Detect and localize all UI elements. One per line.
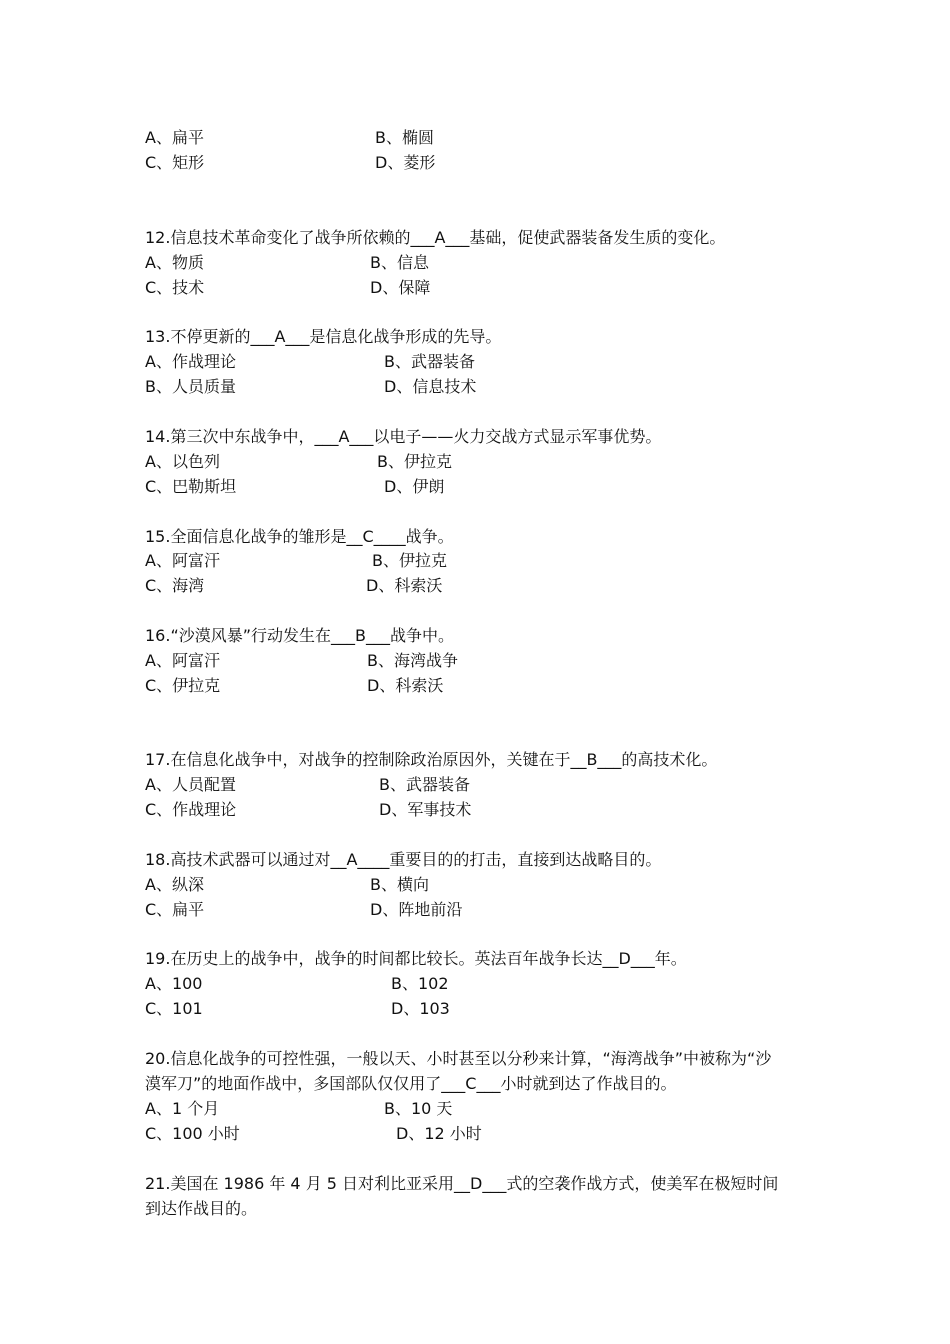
option-d: D、保障: [370, 278, 431, 297]
option-b: B、伊拉克: [372, 551, 447, 570]
option-d: D、军事技术: [379, 800, 472, 819]
question-text-continued: 到达作战目的。: [145, 1199, 258, 1218]
question-text: 17.在信息化战争中，对战争的控制除政治原因外，关键在于__B___的高技术化。: [145, 750, 718, 769]
option-b: B、横向: [370, 875, 429, 894]
option-a: A、扁平: [145, 128, 204, 147]
option-b: B、椭圆: [375, 128, 434, 147]
option-b: B、海湾战争: [367, 651, 458, 670]
option-c: C、作战理论: [145, 800, 237, 819]
option-c: C、矩形: [145, 153, 205, 172]
question-text: 20.信息化战争的可控性强，一般以天、小时甚至以分秒来计算，“海湾战争”中被称为“沙: [145, 1049, 772, 1068]
option-a: A、纵深: [145, 875, 204, 894]
option-d: D、菱形: [375, 153, 436, 172]
option-c: C、技术: [145, 278, 205, 297]
option-a: A、100: [145, 974, 203, 993]
question-text: 14.第三次中东战争中，___A___以电子——火力交战方式显示军事优势。: [145, 427, 662, 446]
option-a: A、作战理论: [145, 352, 236, 371]
option-b: B、102: [391, 974, 449, 993]
option-d: D、阵地前沿: [370, 900, 463, 919]
option-b: B、信息: [370, 253, 429, 272]
option-d: D、伊朗: [384, 477, 445, 496]
question-text: 18.高技术武器可以通过对__A____重要目的的打击，直接到达战略目的。: [145, 850, 662, 869]
question-text: 13.不停更新的___A___是信息化战争形成的先导。: [145, 327, 502, 346]
option-a: A、人员配置: [145, 775, 236, 794]
option-a: A、1 个月: [145, 1099, 220, 1118]
option-a: A、物质: [145, 253, 204, 272]
option-b: B、武器装备: [384, 352, 475, 371]
question-text: 15.全面信息化战争的雏形是__C____战争。: [145, 527, 454, 546]
option-d: D、信息技术: [384, 377, 477, 396]
question-text: 21.美国在 1986 年 4 月 5 日对利比亚采用__D___式的空袭作战方式，使美军在极短时间: [145, 1174, 779, 1193]
option-d: D、103: [391, 999, 450, 1018]
option-c: C、101: [145, 999, 203, 1018]
option-a: A、阿富汗: [145, 551, 220, 570]
option-c: C、巴勒斯坦: [145, 477, 237, 496]
question-text-continued: 漠军刀”的地面作战中，多国部队仅仅用了___C___小时就到达了作战目的。: [145, 1074, 677, 1093]
option-c: C、伊拉克: [145, 676, 221, 695]
option-d: D、科索沃: [367, 676, 444, 695]
question-text: 19.在历史上的战争中，战争的时间都比较长。英法百年战争长达__D___年。: [145, 949, 687, 968]
option-a: A、阿富汗: [145, 651, 220, 670]
option-c: C、海湾: [145, 576, 205, 595]
option-c: C、100 小时: [145, 1124, 240, 1143]
option-d: D、12 小时: [396, 1124, 482, 1143]
option-c: B、人员质量: [145, 377, 236, 396]
option-c: C、扁平: [145, 900, 205, 919]
option-d: D、科索沃: [366, 576, 443, 595]
option-a: A、以色列: [145, 452, 220, 471]
option-b: B、10 天: [384, 1099, 453, 1118]
option-b: B、伊拉克: [377, 452, 452, 471]
option-b: B、武器装备: [379, 775, 470, 794]
question-text: 12.信息技术革命变化了战争所依赖的___A___基础，促使武器装备发生质的变化。: [145, 228, 726, 247]
question-text: 16.“沙漠风暴”行动发生在___B___战争中。: [145, 626, 455, 645]
